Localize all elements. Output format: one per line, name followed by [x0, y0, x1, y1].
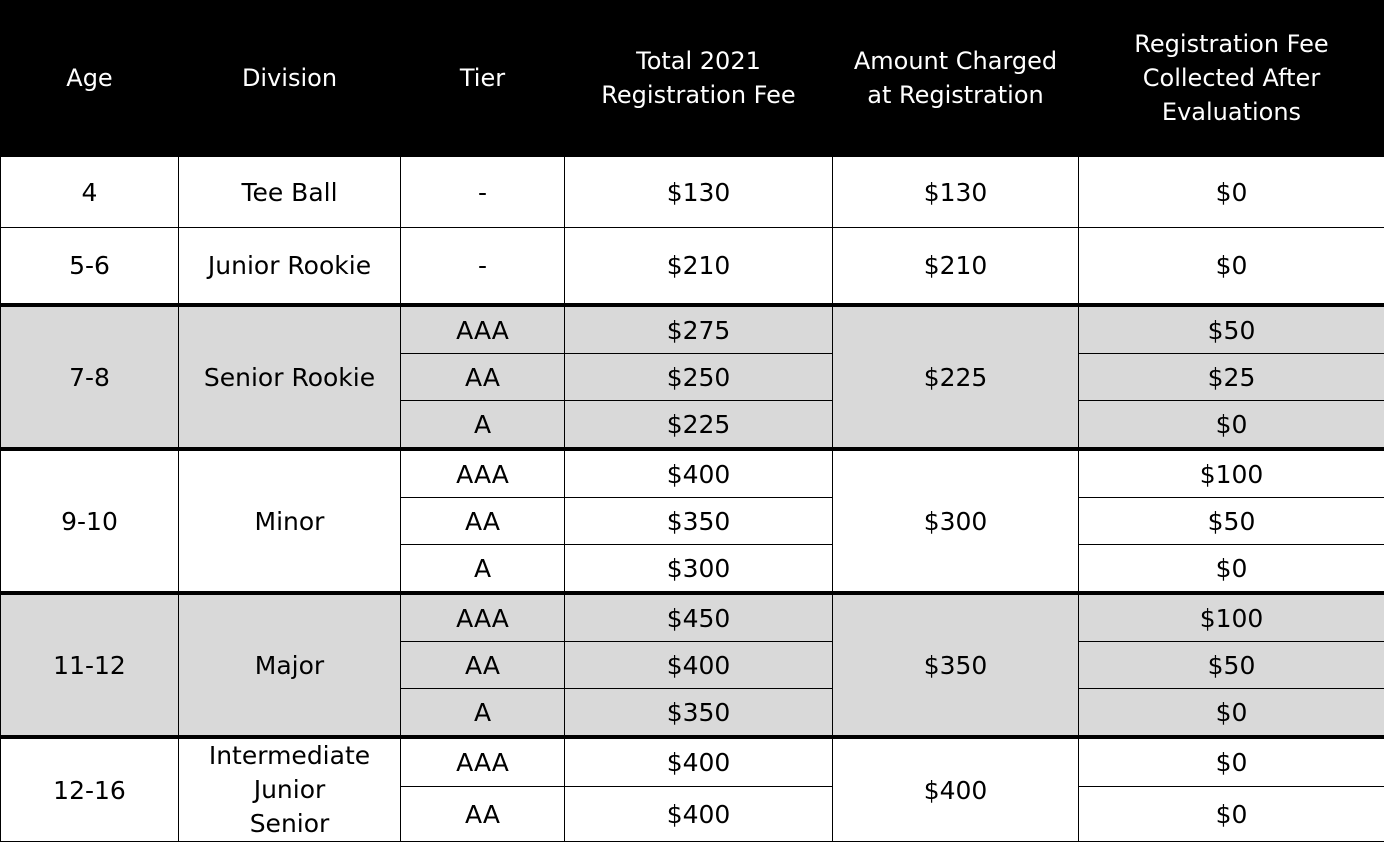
- total-fee-cell: $350: [565, 689, 833, 738]
- table-row: [1, 157, 1384, 228]
- major-group: [1, 593, 1384, 737]
- tier-cell: -: [401, 228, 565, 306]
- division-cell: Junior Rookie: [179, 228, 401, 306]
- division-cell: Tee Ball: [179, 157, 401, 228]
- table-row: [1, 593, 1384, 642]
- division-cell: [179, 737, 401, 842]
- header-row: [1, 0, 1384, 157]
- fee-collected-cell: $50: [1079, 642, 1384, 689]
- amount-charged-cell: $130: [833, 157, 1079, 228]
- minor-group: [1, 449, 1384, 593]
- header-fee-collected-line: Evaluations: [1162, 98, 1301, 126]
- fee-collected-cell: $100: [1079, 593, 1384, 642]
- fee-collected-cell: $0: [1079, 689, 1384, 738]
- header-age: Age: [1, 0, 179, 157]
- header-fee-collected-line: Registration Fee: [1134, 30, 1328, 58]
- age-cell: 9-10: [1, 449, 179, 593]
- fee-collected-cell: $0: [1079, 787, 1384, 842]
- age-cell: 11-12: [1, 593, 179, 737]
- table-row: [1, 305, 1384, 354]
- fee-collected-cell: $50: [1079, 305, 1384, 354]
- tier-cell: AAA: [401, 737, 565, 787]
- total-fee-cell: $400: [565, 642, 833, 689]
- total-fee-cell: $225: [565, 401, 833, 450]
- fee-collected-cell: $0: [1079, 545, 1384, 594]
- header-tier: Tier: [401, 0, 565, 157]
- header-total-fee-line: Total 2021: [636, 47, 761, 75]
- table-row: [1, 737, 1384, 787]
- header-amount-charged: [833, 0, 1079, 157]
- total-fee-cell: $300: [565, 545, 833, 594]
- age-cell: 12-16: [1, 737, 179, 842]
- division-line: Intermediate: [183, 739, 396, 773]
- total-fee-cell: $210: [565, 228, 833, 306]
- tier-cell: -: [401, 157, 565, 228]
- header-amount-charged-line: at Registration: [867, 81, 1043, 109]
- header-fee-collected-line: Collected After: [1143, 64, 1320, 92]
- tier-cell: AA: [401, 498, 565, 545]
- age-cell: 7-8: [1, 305, 179, 449]
- total-fee-cell: $275: [565, 305, 833, 354]
- tier-cell: A: [401, 689, 565, 738]
- intermediate-group: [1, 737, 1384, 842]
- tier-cell: A: [401, 401, 565, 450]
- division-cell: Minor: [179, 449, 401, 593]
- total-fee-cell: $130: [565, 157, 833, 228]
- total-fee-cell: $250: [565, 354, 833, 401]
- fee-collected-cell: $100: [1079, 449, 1384, 498]
- tier-cell: A: [401, 545, 565, 594]
- tier-cell: AAA: [401, 449, 565, 498]
- table-row: [1, 449, 1384, 498]
- age-cell: 4: [1, 157, 179, 228]
- amount-charged-cell: $400: [833, 737, 1079, 842]
- tier-cell: AAA: [401, 305, 565, 354]
- tier-cell: AAA: [401, 593, 565, 642]
- amount-charged-cell: $210: [833, 228, 1079, 306]
- table-row: [1, 228, 1384, 306]
- header-amount-charged-line: Amount Charged: [854, 47, 1057, 75]
- amount-charged-cell: $225: [833, 305, 1079, 449]
- total-fee-cell: $400: [565, 449, 833, 498]
- tier-cell: AA: [401, 787, 565, 842]
- fee-collected-cell: $0: [1079, 157, 1384, 228]
- fee-collected-cell: $0: [1079, 228, 1384, 306]
- total-fee-cell: $350: [565, 498, 833, 545]
- total-fee-cell: $400: [565, 737, 833, 787]
- tier-cell: AA: [401, 642, 565, 689]
- fee-collected-cell: $0: [1079, 401, 1384, 450]
- senior-rookie-group: [1, 305, 1384, 449]
- division-cell: Major: [179, 593, 401, 737]
- header-total-fee-line: Registration Fee: [601, 81, 795, 109]
- header-fee-collected: [1079, 0, 1384, 157]
- amount-charged-cell: $350: [833, 593, 1079, 737]
- total-fee-cell: $400: [565, 787, 833, 842]
- division-line: Junior: [183, 773, 396, 807]
- amount-charged-cell: $300: [833, 449, 1079, 593]
- fee-collected-cell: $25: [1079, 354, 1384, 401]
- fee-collected-cell: $0: [1079, 737, 1384, 787]
- tee-ball-group: [1, 157, 1384, 306]
- total-fee-cell: $450: [565, 593, 833, 642]
- division-cell: Senior Rookie: [179, 305, 401, 449]
- header-total-fee: [565, 0, 833, 157]
- header-division: Division: [179, 0, 401, 157]
- age-cell: 5-6: [1, 228, 179, 306]
- division-line: Senior: [183, 807, 396, 841]
- tier-cell: AA: [401, 354, 565, 401]
- fee-collected-cell: $50: [1079, 498, 1384, 545]
